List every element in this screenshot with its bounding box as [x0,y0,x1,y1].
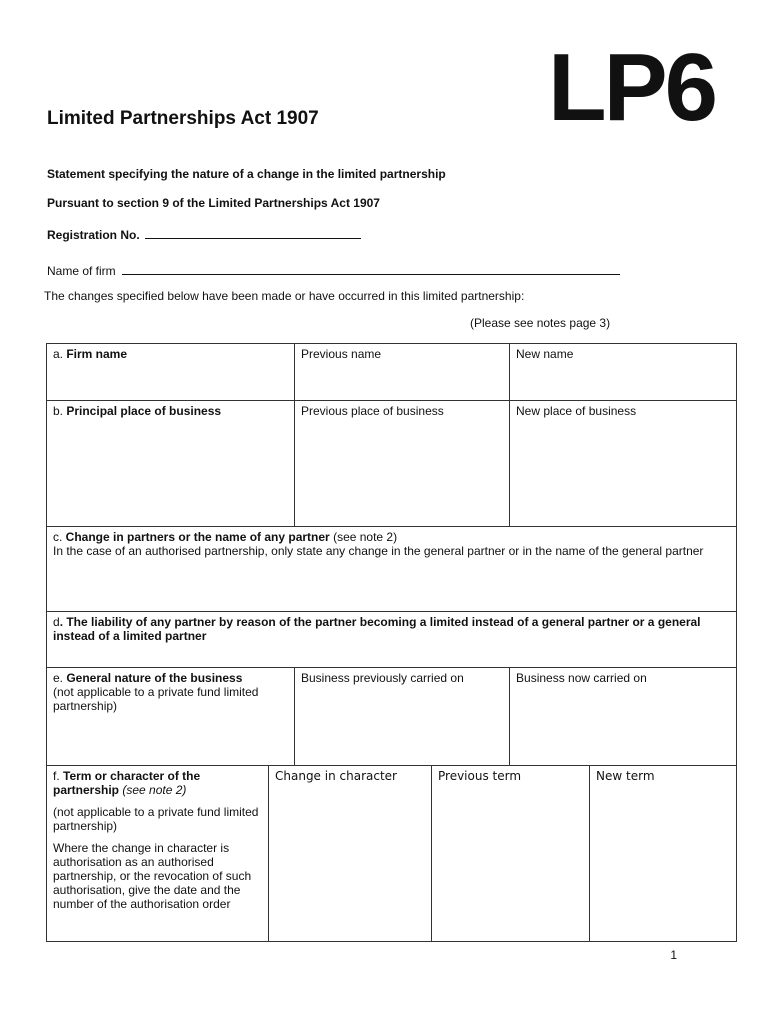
statement-heading: Statement specifying the nature of a change in the limited partnership [47,167,446,181]
registration-row [47,226,361,242]
registration-field[interactable] [145,226,361,239]
firm-name-row [47,262,620,278]
page-number: 1 [670,948,677,962]
principal-place-label-cell: b. Principal place of business [47,401,295,527]
nature-of-business-label-cell: e. General nature of the business (not applicable to a private fund limited partnership) [47,668,295,766]
act-title: Limited Partnerships Act 1907 [47,108,319,129]
term-character-label-cell: f. Term or character of the partnership (see note 2) (not applicable to a private fund limited partnership) Where the change in character is authorisation as an authorised partnership, or the revocation of such authorisation, give the date and the number of the authorisation order [47,766,269,942]
business-now-cell[interactable]: Business now carried on [510,668,737,766]
new-name-cell[interactable]: New name [510,344,737,401]
new-term-cell[interactable]: New term [590,766,737,942]
notes-reference: (Please see notes page 3) [470,316,611,330]
change-in-partners-cell[interactable]: c. Change in partners or the name of any partner (see note 2) In the case of an authorised partnership, only state any change in the general partner or in the name of the general partner [47,527,737,612]
previous-name-cell[interactable]: Previous name [295,344,510,401]
row-change-in-partners [47,527,737,612]
new-place-cell[interactable]: New place of business [510,401,737,527]
changes-text: The changes specified below have been made or have occurred in this limited partnership: [44,289,525,303]
row-firm-name [47,344,737,401]
firm-name-field[interactable] [122,262,620,275]
business-previously-cell[interactable]: Business previously carried on [295,668,510,766]
row-principal-place [47,401,737,527]
form-code: LP6 [548,34,716,141]
changes-table [46,343,737,942]
previous-term-cell[interactable]: Previous term [432,766,590,942]
row-nature-of-business [47,668,737,766]
row-partner-liability [47,612,737,668]
pursuant-heading: Pursuant to section 9 of the Limited Partnerships Act 1907 [47,196,380,210]
firm-name-label-cell: a. Firm name [47,344,295,401]
previous-place-cell[interactable]: Previous place of business [295,401,510,527]
partner-liability-cell[interactable]: d. The liability of any partner by reason of the partner becoming a limited instead of a general partner or a general instead of a limited partner [47,612,737,668]
private-fund-note: (not applicable to a private fund limited partnership) [53,805,259,833]
registration-label: Registration No. [47,228,140,242]
firm-name-label: Name of firm [47,264,116,278]
authorised-partnership-note: In the case of an authorised partnership, only state any change in the general partner or in the name of the general partner [53,544,704,558]
authorisation-note: Where the change in character is authorisation as an authorised partnership, or the revocation of such authorisation, give the date and the number of the authorisation order [53,841,252,911]
change-in-character-cell[interactable]: Change in character [269,766,432,942]
row-term-or-character [47,766,737,942]
